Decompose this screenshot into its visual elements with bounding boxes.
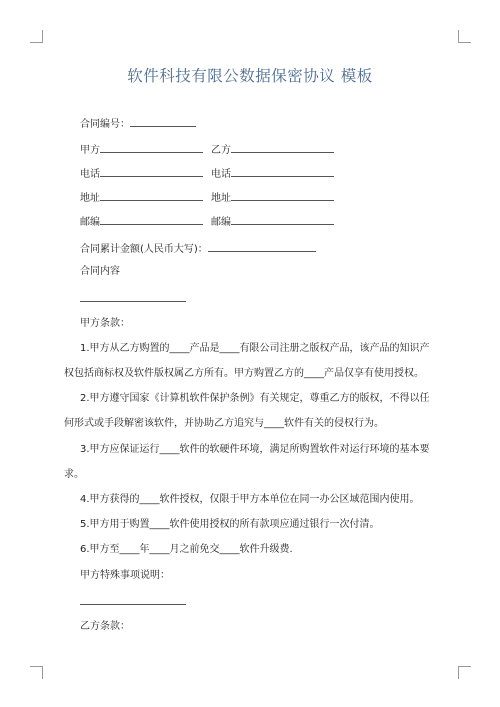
party-a-address-row: [80, 189, 203, 206]
party-b-address-blank[interactable]: [231, 189, 334, 201]
clause-1-line-1: 1.甲方从乙方购置的____产品是____有限公司注册之版权产品，该产品的知识产: [80, 343, 430, 354]
party-b-address-row: [211, 189, 334, 206]
party-b-phone-blank[interactable]: [231, 165, 334, 177]
party-a-address-label: 地址: [80, 193, 100, 204]
crop-mark-top-left: [30, 30, 43, 43]
clause-6: 6.甲方至____年____月之前免交____软件升级费.: [80, 544, 293, 555]
total-amount-blank[interactable]: [208, 240, 316, 252]
total-amount-row: [80, 240, 316, 257]
party-a-special-heading: 甲方特殊事项说明：: [80, 570, 170, 581]
document-title: 软件科技有限公数据保密协议 模板: [127, 67, 373, 85]
party-a-postcode-blank[interactable]: [100, 213, 203, 225]
party-b-postcode-label: 邮编: [211, 217, 231, 228]
crop-mark-top-right: [458, 30, 471, 43]
clause-2-line-2: 何形式或手段解密该软件，并协助乙方追究与____软件有关的侵权行为。: [64, 418, 384, 429]
total-amount-label: 合同累计金额(人民币大写)：: [80, 244, 208, 255]
crop-mark-bottom-right: [458, 666, 471, 679]
party-b-label: 乙方: [211, 145, 231, 156]
party-a-postcode-label: 邮编: [80, 217, 100, 228]
party-a-phone-label: 电话: [80, 169, 100, 180]
crop-mark-bottom-left: [30, 666, 43, 679]
party-a-postcode-row: [80, 213, 203, 230]
party-a-phone-row: [80, 165, 203, 182]
party-b-postcode-row: [211, 213, 334, 230]
clause-2-line-1: 2.甲方遵守国家《计算机软件保护条例》有关规定，尊重乙方的版权，不得以任: [80, 393, 430, 404]
contract-number-label: 合同编号：: [80, 119, 130, 130]
party-b-phone-row: [211, 165, 334, 182]
clause-4: 4.甲方获得的____软件授权，仅限于甲方本单位在同一办公区域范围内使用。: [80, 494, 420, 505]
party-a-address-blank[interactable]: [100, 189, 203, 201]
party-b-row: [211, 141, 334, 158]
party-a-label: 甲方: [80, 145, 100, 156]
clause-5: 5.甲方用于购置____软件使用授权的所有款项应通过银行一次付清。: [80, 519, 380, 530]
party-a-special-blank[interactable]: [80, 604, 186, 605]
clause-3-line-1: 3.甲方应保证运行____软件的软硬件环境，满足所购置软件对运行环境的基本要: [80, 444, 430, 455]
party-a-phone-blank[interactable]: [100, 165, 203, 177]
party-a-blank[interactable]: [100, 141, 203, 153]
party-b-address-label: 地址: [211, 193, 231, 204]
contract-content-label: 合同内容: [80, 266, 120, 277]
party-a-row: [80, 141, 203, 158]
party-b-phone-label: 电话: [211, 169, 231, 180]
contract-number-blank[interactable]: [130, 115, 196, 127]
party-b-postcode-blank[interactable]: [231, 213, 334, 225]
clause-3-line-2: 求。: [64, 469, 84, 480]
party-a-terms-heading: 甲方条款：: [80, 318, 130, 329]
party-b-terms-heading: 乙方条款：: [80, 621, 130, 632]
party-b-blank[interactable]: [231, 141, 334, 153]
contract-content-blank[interactable]: [80, 301, 186, 302]
clause-1-line-2: 权包括商标权及软件版权属乙方所有。甲方购置乙方的____产品仅享有使用授权。: [64, 368, 424, 379]
contract-number-row: [80, 115, 196, 132]
